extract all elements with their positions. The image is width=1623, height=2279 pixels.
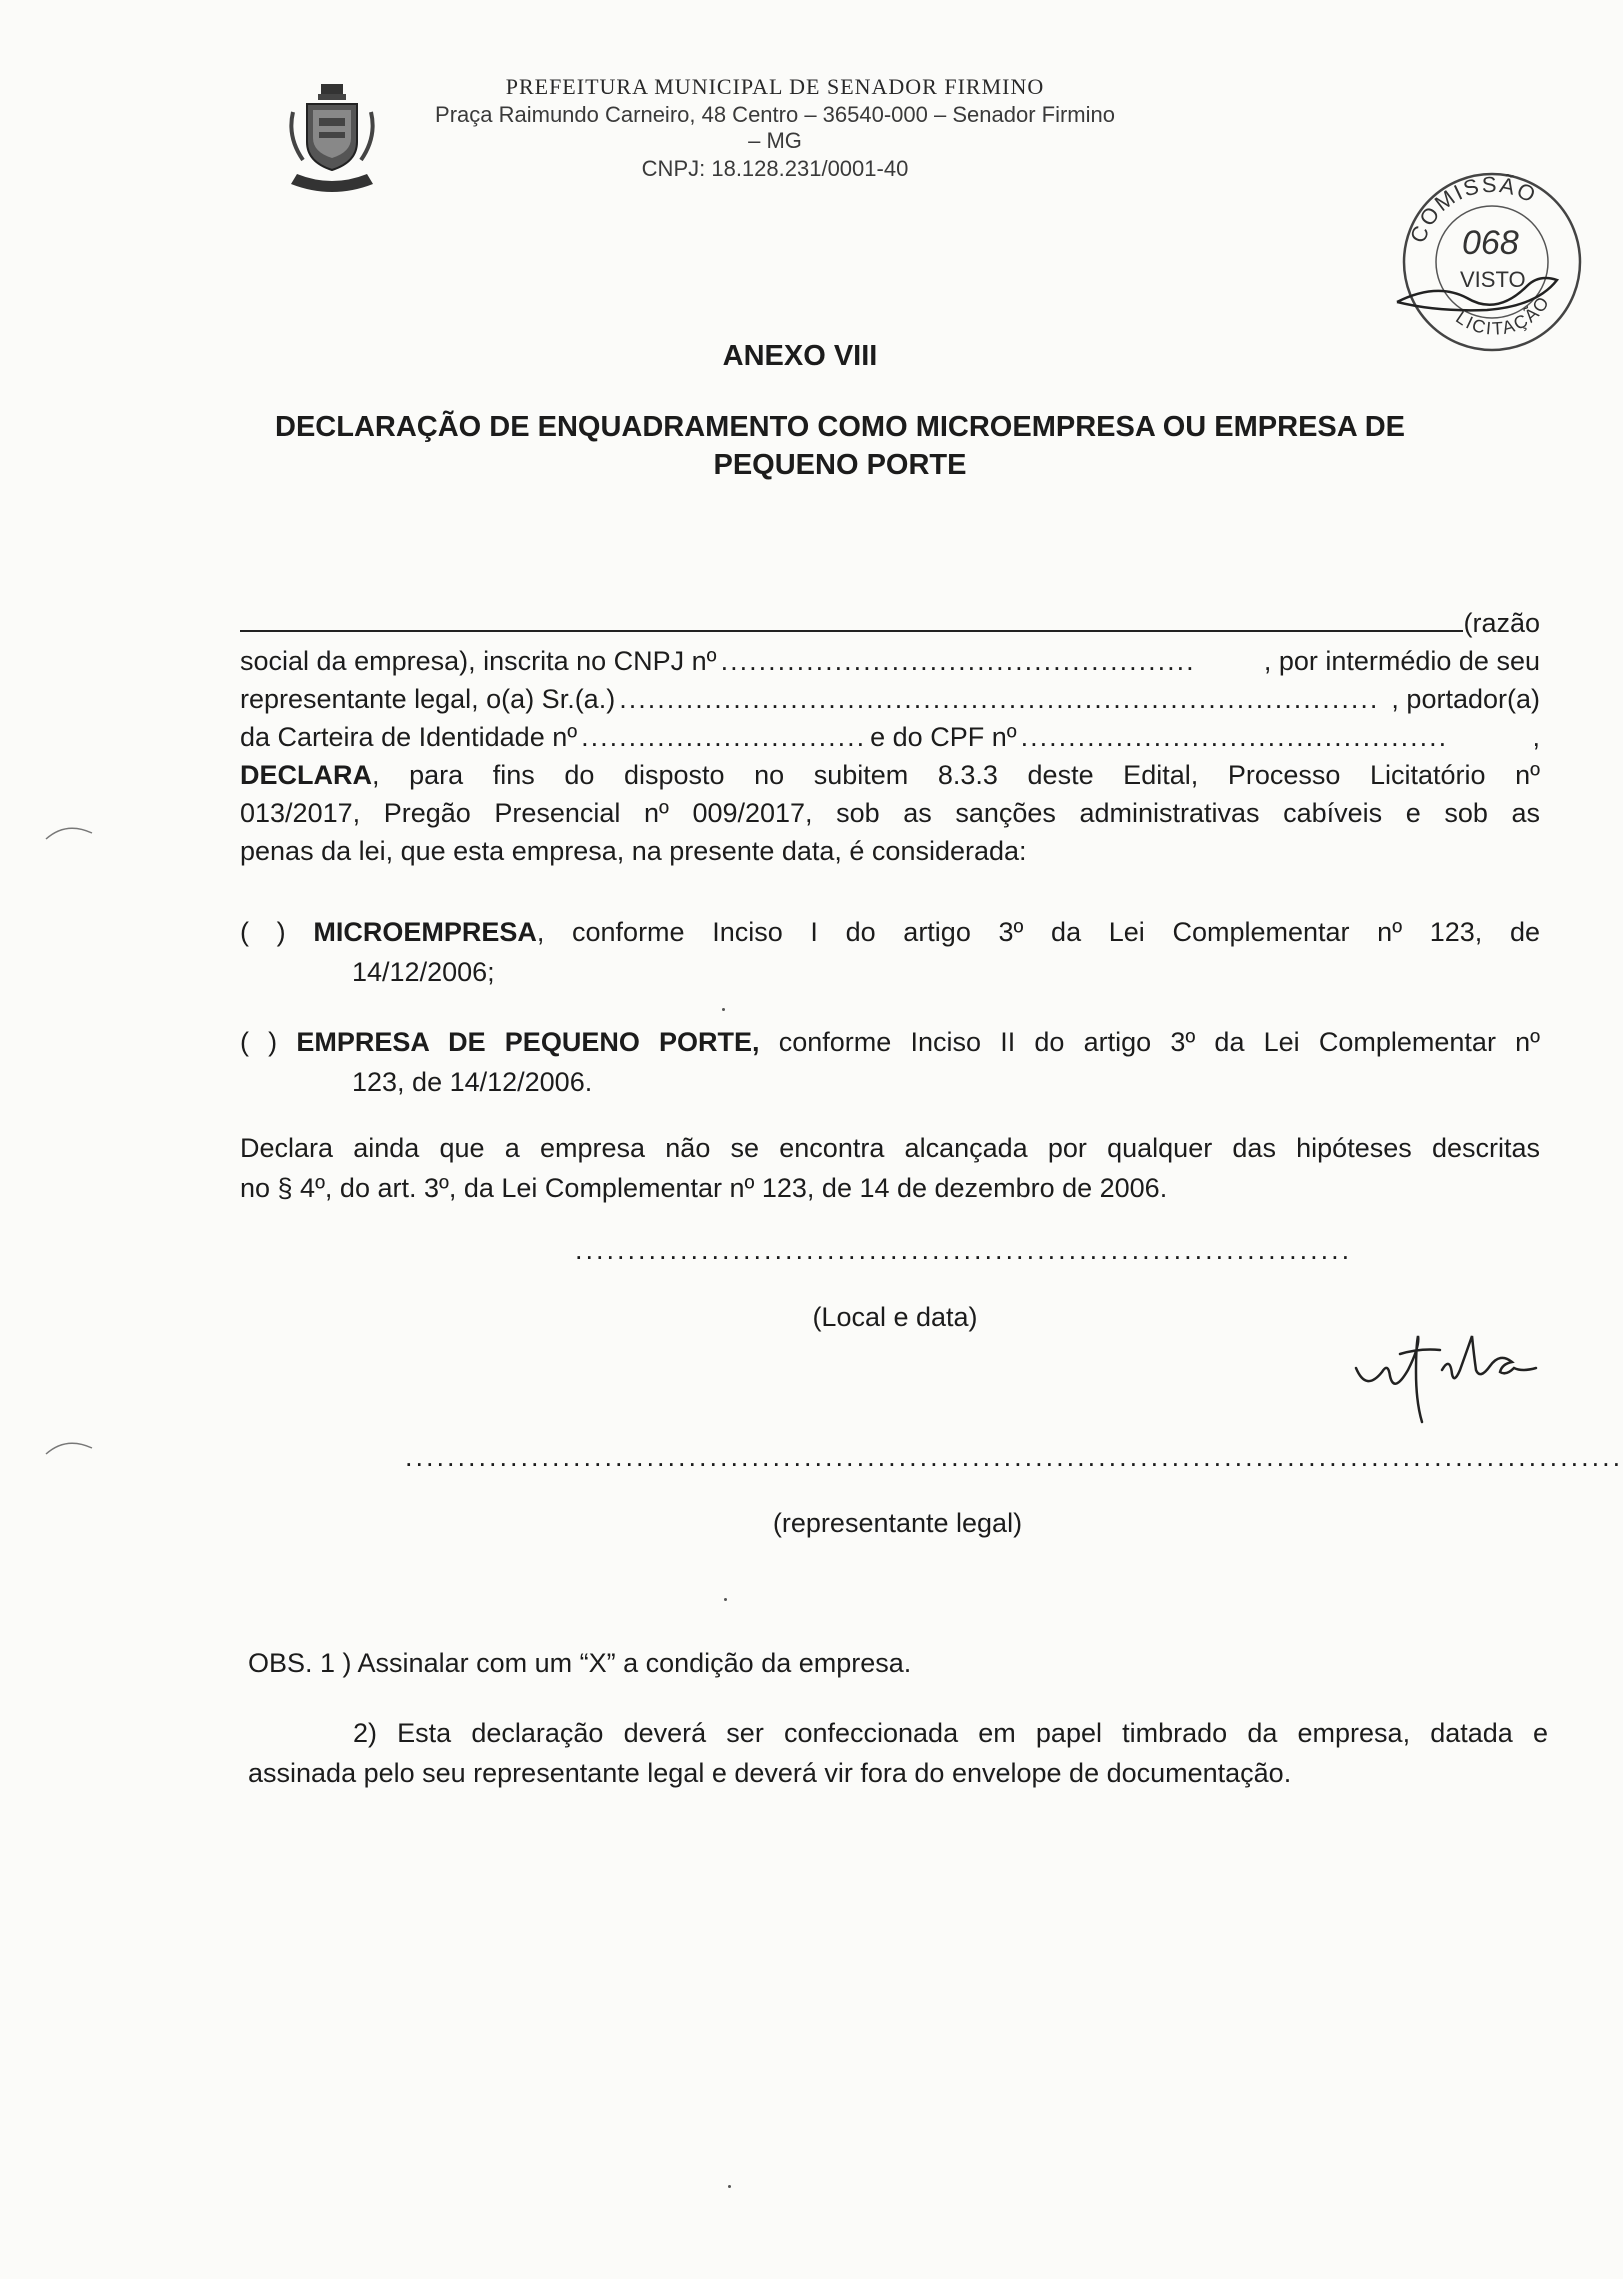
annex-title: ANEXO VIII xyxy=(722,340,878,372)
microempresa-label: MICROEMPRESA xyxy=(313,917,537,947)
scan-speck xyxy=(728,2185,731,2188)
representative-line: representante legal, o(a) Sr.(a.) ................................................................................ , portador(a) xyxy=(240,680,1540,718)
company-name-blank[interactable] xyxy=(240,600,1463,632)
cnpj-line: social da empresa), inscrita no CNPJ nº .................................................. , por intermédio de seu xyxy=(240,642,1540,680)
stamp-top-text: COMISSÃO xyxy=(1405,171,1542,247)
handwritten-initials xyxy=(1350,1318,1570,1428)
cpf-blank[interactable]: ............................................. xyxy=(1020,722,1449,752)
org-address: Praça Raimundo Carneiro, 48 Centro – 36540-000 – Senador Firmino – MG xyxy=(435,102,1115,153)
microempresa-checkbox[interactable]: ( ) xyxy=(240,917,286,947)
identity-blank[interactable]: .............................. xyxy=(581,722,867,752)
pequeno-porte-label: EMPRESA DE PEQUENO PORTE, xyxy=(296,1027,760,1057)
org-cnpj: CNPJ: 18.128.231/0001-40 xyxy=(641,156,909,181)
declaration-body xyxy=(240,600,1540,870)
scan-artifact xyxy=(42,1430,102,1460)
process-line: 013/2017, Pregão Presencial nº 009/2017, sob as sanções administrativas cabíveis e sob as xyxy=(240,798,1540,828)
scan-artifact xyxy=(42,815,102,845)
document-title: DECLARAÇÃO DE ENQUADRAMENTO COMO MICROEMPRESA OU EMPRESA DE PEQUENO PORTE xyxy=(275,411,1405,481)
observation-1: OBS. 1 ) Assinalar com um “X” a condição da empresa. xyxy=(248,1648,912,1678)
stamp-middle-text: VISTO xyxy=(1460,267,1526,292)
municipal-crest-icon xyxy=(285,82,380,197)
declara-line: DECLARA, para fins do disposto no subitem 8.3.3 deste Edital, Processo Licitatório nº xyxy=(240,760,1540,790)
commission-stamp xyxy=(1392,162,1592,362)
additional-declaration: Declara ainda que a empresa não se encontra alcançada por qualquer das hipóteses descritas no § 4º, do art. 3º, da Lei Complementar nº 123, de 14 de dezembro de 2006. xyxy=(240,1133,1540,1203)
considered-line: penas da lei, que esta empresa, na presente data, é considerada: xyxy=(240,836,1027,866)
stamp-number: 068 xyxy=(1462,224,1519,262)
letterhead xyxy=(430,74,1120,182)
company-name-suffix: (razão xyxy=(1463,608,1540,638)
company-name-line xyxy=(240,600,1540,642)
pequeno-porte-checkbox[interactable]: ( ) xyxy=(240,1027,278,1057)
local-date-blank[interactable]: .......................................................................... xyxy=(575,1235,1353,1265)
local-date-label: (Local e data) xyxy=(812,1302,978,1332)
observation-2: 2) Esta declaração deverá ser confeccionada em papel timbrado da empresa, datada e assinada pelo seu representante legal e deverá vir fora do envelope de documentação. xyxy=(248,1718,1548,1788)
cnpj-blank[interactable]: .................................................. xyxy=(720,646,1196,676)
stamp-bottom-text: LICITAÇÃO xyxy=(1452,291,1554,339)
representative-label: (representante legal) xyxy=(772,1508,1023,1538)
representative-blank[interactable]: ................................................................................ xyxy=(619,684,1380,714)
scan-speck xyxy=(722,1008,725,1011)
option-pequeno-porte: ( ) EMPRESA DE PEQUENO PORTE, conforme Inciso II do artigo 3º da Lei Complementar nº 123, de 14/12/2006. xyxy=(240,1027,1541,1097)
representative-signature-blank[interactable]: .................................................................................................................... xyxy=(405,1442,1623,1472)
org-name: PREFEITURA MUNICIPAL DE SENADOR FIRMINO xyxy=(505,74,1045,99)
identity-line: da Carteira de Identidade nº .............................. e do CPF nº ............................................. , xyxy=(240,718,1540,756)
scan-speck xyxy=(724,1598,727,1601)
option-microempresa: ( ) MICROEMPRESA, conforme Inciso I do artigo 3º da Lei Complementar nº 123, de 14/12/2006; xyxy=(240,917,1540,987)
